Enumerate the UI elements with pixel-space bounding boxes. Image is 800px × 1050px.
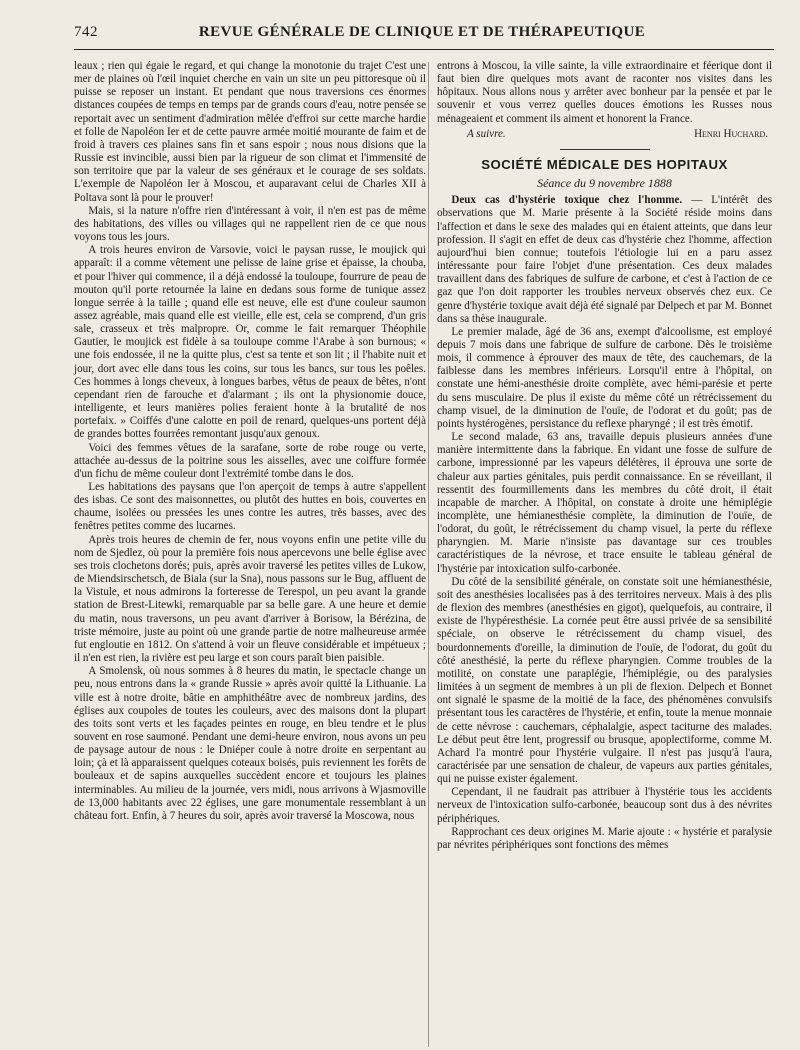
article-first-paragraph bbox=[437, 194, 772, 326]
author-name: Henri Huchard. bbox=[694, 127, 768, 140]
article-intro-text: — L'intérêt des observations que M. Marie présente à la Société réside moins dans l'affection et dans le sexe des malades qui en étaient atteints, que dans leur profession. Il s'agit en effet de deux cas d'hystérie chez l'homme, affection aujourd'hui bien connue; toutefois l'étiologie lui en a paru assez intéressante pour faire l'objet d'une présentation. Ces deux malades travaillent dans des fabriques de sulfure de carbone, et c'est à l'action de ce gaz que l'on doit rapporter les troubles nerveux observés chez eux. Ce genre d'hystérie toxique avait déjà été signalé par Delpech et par M. Bonnet dans sa thèse inaugurale. bbox=[437, 194, 773, 325]
running-title: REVUE GÉNÉRALE DE CLINIQUE ET DE THÉRAPEUTIQUE bbox=[198, 24, 646, 40]
left-column bbox=[74, 60, 426, 823]
article-title: Deux cas d'hystérie toxique chez l'homme. bbox=[451, 194, 683, 207]
paragraph: Mais, si la nature n'offre rien d'intéressant à voir, il n'en est pas de même des habitations, des villes ou villages qui ne rappellent rien de ce que nous voyons tous les jours. bbox=[74, 204, 426, 244]
paragraph: Voici des femmes vêtues de la sarafane, sorte de robe rouge ou verte, attachée au-dessus de la poitrine sous les aisselles, avec une coiffure formée d'un fichu de même couleur dont l'extrémité tombe dans le dos. bbox=[74, 441, 426, 480]
paragraph: Le premier malade, âgé de 36 ans, exempt d'alcoolisme, est employé depuis 7 mois dans une fabrique de sulfure de carbone. Dès le troisième mois, il commence à éprouver des maux de tête, des cauchemars, de la faiblesse dans les membres inférieurs. Lorsqu'il entre à l'hôpital, on constate une hémi-anesthésie droite complète, avec hémi-parésie et perte du sens musculaire. De plus il existe du même côté un rétrécissement du champ visuel, de la diminution de l'ouïe, de l'odorat et du goût; pas de points hystérogènes, persistance du reflexe pharyngé ; il est très émotif. bbox=[437, 325, 772, 430]
section-rule bbox=[560, 149, 650, 150]
paragraph: A Smolensk, où nous sommes à 8 heures du matin, le spectacle change un peu, nous entrons dans la « grande Russie » après avoir quitté la Lithuanie. La ville est à notre droite, bâtie en amphithéâtre avec de nombreux jardins, des églises aux coupoles de toutes les couleurs, avec des maisons dont la plupart des toits sont verts et les façades peintes en rouge, en bleu tendre et le plus souvent en rose saumoné. Pendant une demi-heure environ, nous avons un peu de paysage autour de nous : le Dniéper coule à notre droite en serpentant au loin; çà et là apparaissent quelques coteaux boisés, puis reviennent les forêts de bouleaux et de sapins auxquelles succèdent encore et toujours les plaines interminables. Au milieu de la journée, vers midi, nous arrivons à Wjasmoville de 13,000 habitants avec 22 églises, une gare monumentale ressemblant à un château fort. Enfin, à 7 heures du soir, après avoir traversé la Moscowa, nous bbox=[74, 665, 426, 822]
page-header bbox=[74, 22, 770, 46]
paragraph: Après trois heures de chemin de fer, nous voyons enfin une petite ville du nom de Sjedlez, où pour la première fois nous apercevons une belle église avec ses trois clochetons dorés; puis, après avoir traversé les petites villes de Lukow, de Miendsirschetsch, de Biala (sur la Sna), nous passons sur le Bug, affluent de la Vistule, et nous admirons la forteresse de Terespol, un peu avant la grande station de Brest-Litewki, remarquable par sa belle gare. A une heure et demie du matin, nous traversons, un peu avant d'arriver à Borisow, la Bérézina, de triste mémoire, juste au point où une grande partie de notre malheureuse armée fut engloutie en 1812. On s'attend à voir un fleuve considérable et impétueux ; il n'en est rien, la rivière est peu large et son cours paraît bien paisible. bbox=[74, 533, 426, 665]
paragraph: A trois heures environ de Varsovie, voici le paysan russe, le moujick qui apparaît: il a comme vêtement une pelisse de laine grise et épaisse, la chouba, et pour l'hiver qui commence, il a déjà endossé la touloupe, fourrure de peau de mouton qu'il porte retournée la laine en dedans sous forme de tunique assez longue serrée à la taille ; quand elle est neuve, elle est d'une couleur saumon assez agréable, mais quand elle est vieille, elle est, cela se comprend, d'un gris sale, crasseux et très malpropre. Or, comme le fait remarquer Théophile Gautier, le moujick est fidèle à sa touloupe comme l'Arabe à son burnous; « une fois endossée, il ne la quitte plus, c'est sa tente et son lit ; il l'habite nuit et jour, dort avec elle dans tous les coins, sur tous les bancs, sur tous les poêles. Ces hommes à longs cheveux, à longues barbes, vêtus de peaux de bêtes, n'ont cependant rien de farouche et d'alarmant ; ils ont la physionomie douce, intelligente, et leurs manières polies feraient honte à la brutalité de nos portefaix. » Coiffés d'une calotte en poil de renard, quelques-uns portent déjà de grandes bottes fourrées remontant jusqu'aux genoux. bbox=[74, 244, 426, 441]
paragraph: Cependant, il ne faudrait pas attribuer à l'hystérie tous les accidents nerveux de l'intoxication sulfo-carbonée, beaucoup sont dus à des névrites périphériques. bbox=[437, 786, 772, 825]
paragraph: leaux ; rien qui égaie le regard, et qui change la monotonie du trajet C'est une mer de plaines où l'œil inquiet cherche en vain un site un peu pittoresque où il puisse se reposer un instant. Et pendant que nous traversions ces énormes distances coupées de temps en temps par de grands cours d'eau, notre pensée se reportait avec un sentiment d'admiration mêlée d'effroi sur cette marche hardie et folle de Napoléon Ier et de cette pauvre armée moitié mourante de faim et de froid à travers ces plaines sans fin et sans espoir ; nous nous disions que la Russie est invincible, aussi bien par la rigueur de son climat et l'immensité de son territoire que par la valeur de ses généraux et le courage de ses soldats. L'exemple de Napoléon Ier à Moscou, et auparavant celui de Charles XII à Poltava sont là pour le prouver! bbox=[74, 60, 426, 204]
signature-line bbox=[437, 126, 772, 141]
paragraph: Les habitations des paysans que l'on aperçoit de temps à autre s'appellent des isbas. Ce sont des maisonnettes, ou plutôt des huttes en bois, couvertes en chaume, isolées ou pressées les unes contre les autres, très basses, avec des fenêtres petites comme des lucarnes. bbox=[74, 481, 426, 533]
paragraph: Le second malade, 63 ans, travaille depuis plusieurs années d'une manière intermittente dans la fabrique. En vidant une fosse de sulfure de carbone, impressionné par les vapeurs délétères, il éprouva une sorte de chaleur aux parties génitales, puis perdit connaissance. En se réveillant, il ressentit des fourmillements dans les membres du côté droit, il était incapable de marcher. A l'hôpital, on constate à droite une hémiplégie incomplète, une hémianesthésie complète, la diminution de l'ouïe, de l'odorat, du goût, le rétrécissement du champ visuel, la perte du réflexe pharyngien. M. Marie n'insiste pas davantage sur ces troubles caractéristiques de la névrose, et trace ensuite le tableau général de l'hystérie par intoxication sulfo-carbonée. bbox=[437, 431, 772, 575]
page-number: 742 bbox=[74, 24, 98, 40]
continuation-paragraph: entrons à Moscou, la ville sainte, la ville extraordinaire et féerique dont il faut bien dire quelques mots avant de raconter nos visites dans les hôpitaux. Nous allons nous y arrêter avec bonheur par la pensée et par le souvenir et vous verrez quelles douces émotions les Russes nous ménageaient et comment ils aiment et honorent la France. bbox=[437, 60, 772, 125]
header-rule bbox=[74, 49, 774, 50]
a-suivre: A suivre. bbox=[467, 127, 506, 140]
paragraph: Du côté de la sensibilité générale, on constate soit une hémianesthésie, soit des anesthésies localisées pas à des territoires nerveux. Mais à des plis de flexion des membres (anesthésies en gigot), quelquefois, au contraire, il existe de l'hypéresthésie. La cornée peut être aussi privée de sa sensibilité spéciale, on observe le rétrécissement du champ visuel, des bourdonnements d'oreille, la diminution de l'ouïe, de l'odorat, du goût du côté anesthésié, la perte du réflexe pharyngien. Comme troubles de la motilité, on constate une paraplégie, l'hémiplégie, ou des paralysies limitées à un segment de membres à un pli de flexion. Delpech et Bonnet ont signalé le spasme de la moitié de la face, des phénomènes convulsifs présentant tous les caractères de l'hystérie, et enfin, toute la menue monnaie de cette névrose : cauchemars, céphalalgie, aspect taciturne des malades. Le début peut être lent, progressif ou brusque, apoplectiforme, comme M. Achard l'a montré pour l'hystérie vulgaire. Il n'est pas jusqu'à l'aura, caractérisée par une sensation de chaleur, de vapeurs aux parties génitales, qui ne puisse exister également. bbox=[437, 575, 772, 786]
column-divider bbox=[428, 62, 429, 1047]
section-title: SOCIÉTÉ MÉDICALE DES HOPITAUX bbox=[481, 156, 728, 172]
right-column bbox=[437, 60, 772, 852]
paragraph: Rapprochant ces deux origines M. Marie ajoute : « hystérie et paralysie par névrites périphériques sont fonctions des mêmes bbox=[437, 825, 772, 851]
seance-date: Séance du 9 novembre 1888 bbox=[537, 176, 672, 191]
